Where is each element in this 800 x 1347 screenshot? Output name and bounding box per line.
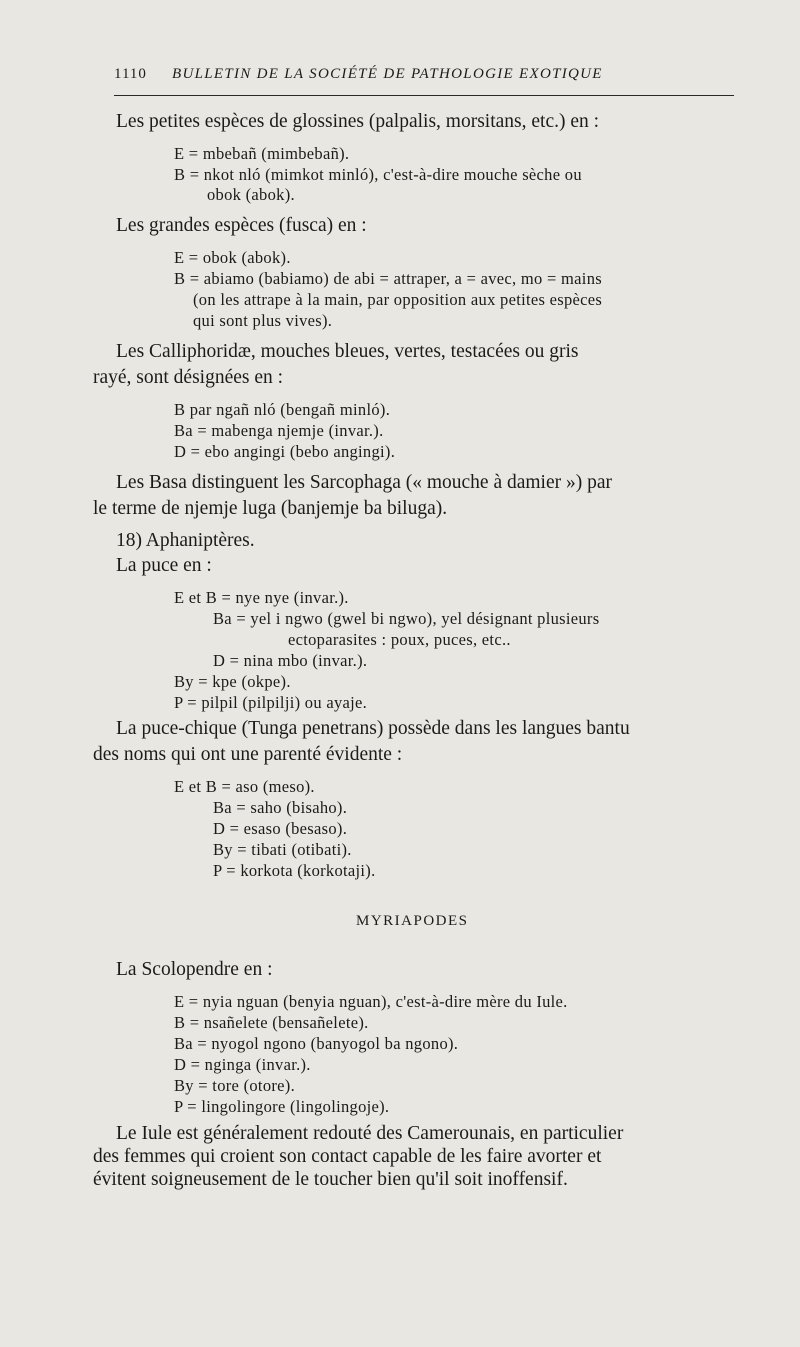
glossines-b-1: B = nkot nló (mimkot minló), c'est-à-dire mouche sèche ou <box>174 165 582 184</box>
glossines-e: E = mbebañ (mimbebañ). <box>174 144 350 163</box>
scolopendre-e: E = nyia nguan (benyia nguan), c'est-à-dire mère du Iule. <box>174 992 568 1011</box>
puce-ba-2: ectoparasites : poux, puces, etc.. <box>288 630 511 649</box>
aphanipteres-intro: La puce en : <box>116 555 212 576</box>
iule-line-1: Le Iule est généralement redouté des Camerounais, en particulier <box>116 1123 624 1144</box>
calliphoridae-ba: Ba = mabenga njemje (invar.). <box>174 421 384 440</box>
calliphoridae-line-1: Les Calliphoridæ, mouches bleues, vertes, testacées ou gris <box>116 341 579 362</box>
glossines-b-5: qui sont plus vives). <box>193 311 333 330</box>
calliphoridae-line-2: rayé, sont désignées en : <box>93 367 284 388</box>
tunga-ba: Ba = saho (bisaho). <box>213 798 348 817</box>
myriapodes-intro: La Scolopendre en : <box>116 959 273 980</box>
glossines-intro: Les petites espèces de glossines (palpalis, morsitans, etc.) en : <box>116 111 600 132</box>
myriapodes-heading: MYRIAPODES <box>356 913 469 929</box>
page-number: 1110 <box>114 66 147 82</box>
glossines-intro-2: Les grandes espèces (fusca) en : <box>116 215 367 236</box>
tunga-d: D = esaso (besaso). <box>213 819 348 838</box>
glossines-b-4: (on les attrape à la main, par opposition aux petites espèces <box>193 290 603 309</box>
scolopendre-d: D = nginga (invar.). <box>174 1055 311 1074</box>
aphanipteres-heading: 18) Aphaniptères. <box>116 530 255 551</box>
running-header <box>114 66 734 88</box>
calliphoridae-b: B par ngañ nló (bengañ minló). <box>174 400 391 419</box>
scolopendre-ba: Ba = nyogol ngono (banyogol ba ngono). <box>174 1034 459 1053</box>
glossines-b-3: B = abiamo (babiamo) de abi = attraper, a = avec, mo = mains <box>174 269 602 288</box>
puce-ba-1: Ba = yel i ngwo (gwel bi ngwo), yel désignant plusieurs <box>213 609 600 628</box>
running-title: BULLETIN DE LA SOCIÉTÉ DE PATHOLOGIE EXOTIQUE <box>172 66 603 82</box>
glossines-e-2: E = obok (abok). <box>174 248 291 267</box>
tunga-p: P = korkota (korkotaji). <box>213 861 376 880</box>
scolopendre-by: By = tore (otore). <box>174 1076 296 1095</box>
header-rule <box>114 95 734 96</box>
scolopendre-b: B = nsañelete (bensañelete). <box>174 1013 369 1032</box>
puce-d: D = nina mbo (invar.). <box>213 651 368 670</box>
puce-by: By = kpe (okpe). <box>174 672 291 691</box>
tunga-line-2: des noms qui ont une parenté évidente : <box>93 744 403 765</box>
scolopendre-p: P = lingolingore (lingolingoje). <box>174 1097 390 1116</box>
iule-line-3: évitent soigneusement de le toucher bien qu'il soit inoffensif. <box>93 1169 568 1190</box>
sarcophaga-line-2: le terme de njemje luga (banjemje ba biluga). <box>93 498 448 519</box>
glossines-b-2: obok (abok). <box>207 185 295 204</box>
puce-p: P = pilpil (pilpilji) ou ayaje. <box>174 693 368 712</box>
puce-eb: E et B = nye nye (invar.). <box>174 588 349 607</box>
tunga-by: By = tibati (otibati). <box>213 840 352 859</box>
tunga-line-1: La puce-chique (Tunga penetrans) possède dans les langues bantu <box>116 718 630 739</box>
iule-line-2: des femmes qui croient son contact capable de les faire avorter et <box>93 1146 602 1167</box>
sarcophaga-line-1: Les Basa distinguent les Sarcophaga (« mouche à damier ») par <box>116 472 613 493</box>
calliphoridae-d: D = ebo angingi (bebo angingi). <box>174 442 396 461</box>
tunga-eb: E et B = aso (meso). <box>174 777 315 796</box>
